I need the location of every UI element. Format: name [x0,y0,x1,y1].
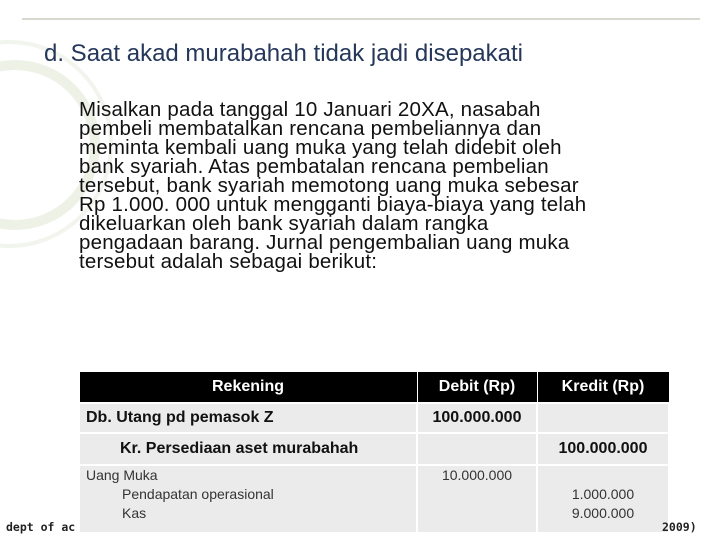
account-cell [79,465,417,533]
debit-cell [417,433,537,465]
header-credit: Kredit (Rp) [537,372,669,404]
body-line: tersebut, bank syariah memotong uang muka sebesar [79,174,579,197]
credit-value: 9.000.000 [571,505,635,521]
journal-entry-table [78,371,670,534]
body-line: dikeluarkan oleh bank syariah dalam rangka [79,212,489,235]
header-debit: Debit (Rp) [417,372,537,404]
header-account: Rekening [79,372,417,404]
body-line: bank syariah. Atas pembatalan rencana pembelian [79,155,549,178]
footer-right-text: 2009) [662,520,697,534]
table-row [79,433,669,465]
credit-cell [537,465,669,533]
account-cell: Kr. Persediaan aset murabahah [79,433,417,465]
account-cell: Db. Utang pd pemasok Z [79,403,417,433]
body-line: tersebut adalah sebagai berikut: [79,250,378,273]
table-row [79,465,669,533]
account-line: Pendapatan operasional [122,486,274,502]
table-row [79,403,669,433]
debit-value: 10.000.000 [441,467,513,483]
body-line: meminta kembali uang muka yang telah didebit oleh [79,136,562,159]
body-line: pembeli membatalkan rencana pembeliannya dan [79,117,542,140]
body-line: Rp 1.000. 000 untuk mengganti biaya-biaya yang telah [79,193,587,216]
credit-cell [537,403,669,433]
account-line: Kas [122,505,147,521]
debit-cell: 100.000.000 [417,403,537,433]
body-line: pengadaan barang. Jurnal pengembalian uang muka [79,231,570,254]
footer-left-text: dept of ac [6,520,76,534]
table-header-row [79,372,669,404]
account-line: Uang Muka [86,467,158,483]
top-divider [22,18,700,20]
body-paragraph [79,100,679,271]
body-line: Misalkan pada tanggal 10 Januari 20XA, nasabah [79,98,541,121]
credit-cell: 100.000.000 [537,433,669,465]
debit-cell [417,465,537,533]
slide-title: d. Saat akad murabahah tidak jadi disepakati [44,40,523,67]
credit-value: 1.000.000 [571,486,635,502]
